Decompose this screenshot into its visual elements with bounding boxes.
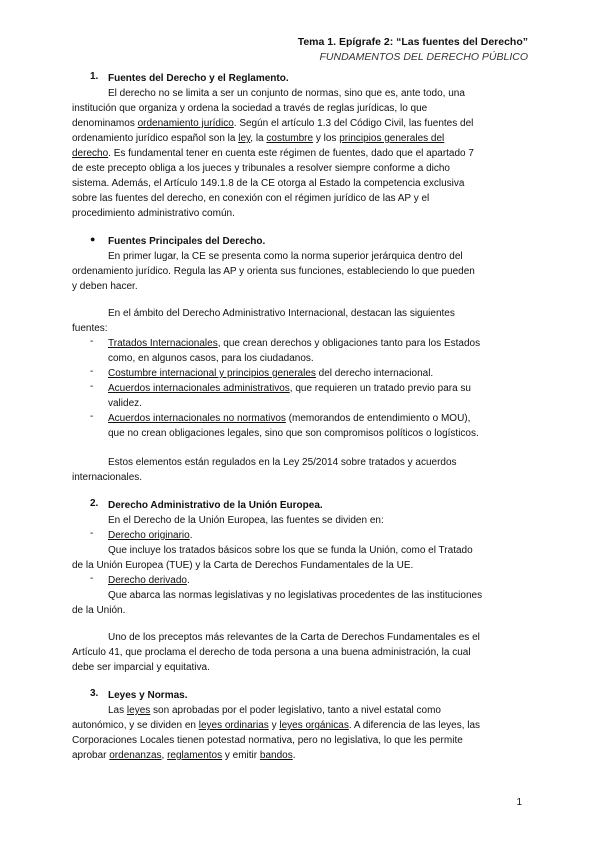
- underlined-term: Acuerdos internacionales administrativos: [108, 383, 290, 394]
- fp-line: internacionales.: [72, 472, 143, 483]
- text: son aprobadas por el poder legislativo, tanto a nivel estatal como: [150, 705, 441, 716]
- text: (memorandos de entendimiento o MOU),: [285, 413, 471, 424]
- section-2-number: 2.: [90, 498, 99, 509]
- list-dash: -: [90, 381, 94, 392]
- s3-line: [108, 703, 564, 718]
- s3-line: [72, 718, 528, 733]
- s2-line: de la Unión Europea (TUE) y la Carta de Derechos Fundamentales de la UE.: [72, 560, 414, 571]
- page-number: 1: [516, 797, 522, 808]
- s1-line: El derecho no se limita a ser un conjunto de normas, sino que es, ante todo, una: [108, 88, 465, 99]
- text: , que requieren un tratado previo para su: [289, 383, 471, 394]
- underlined-term: ordenamiento jurídico: [137, 118, 234, 129]
- text: .: [292, 750, 296, 761]
- fp-line: Estos elementos están regulados en la Ley 25/2014 sobre tratados y acuerdos: [108, 457, 457, 468]
- text: .: [186, 575, 190, 586]
- section-1-number: 1.: [90, 71, 99, 82]
- underlined-term: ordenanzas: [109, 750, 162, 761]
- s1-line: de este precepto obliga a los jueces y tribunales a resolver siempre conforme a dicho: [72, 163, 450, 174]
- text: , la: [250, 133, 267, 144]
- s2-line: debe ser imparcial y equitativa.: [72, 662, 210, 673]
- text: . Es fundamental tener en cuenta este régimen de fuentes, dado que el apartado 7: [108, 148, 474, 159]
- list-item: [108, 381, 564, 396]
- underlined-term: ley: [238, 133, 251, 144]
- s2-line: Que incluye los tratados básicos sobre los que se funda la Unión, como el Tratado: [108, 545, 473, 556]
- s1-line: institución que organiza y ordena la sociedad a través de reglas jurídicas, lo que: [72, 103, 428, 114]
- text: aprobar: [72, 750, 110, 761]
- text: Las: [108, 705, 127, 716]
- s1-line: procedimiento administrativo común.: [72, 208, 235, 219]
- list-item: [108, 573, 564, 588]
- underlined-term: derecho: [72, 148, 109, 159]
- s1-line: [72, 131, 528, 146]
- header-title: Tema 1. Epígrafe 2: “Las fuentes del Derecho”: [297, 36, 528, 48]
- s1-line: sistema. Además, el Artículo 149.1.8 de la CE otorga al Estado la competencia exclusiva: [72, 178, 465, 189]
- s2-line: En el Derecho de la Unión Europea, las fuentes se dividen en:: [108, 515, 384, 526]
- list-dash: -: [90, 336, 94, 347]
- text: y emitir: [222, 750, 260, 761]
- list-dash: -: [90, 366, 94, 377]
- text: del derecho internacional.: [315, 368, 434, 379]
- list-dash: -: [90, 411, 94, 422]
- underlined-term: reglamentos: [167, 750, 223, 761]
- s2-line: Uno de los preceptos más relevantes de la Carta de Derechos Fundamentales es el: [108, 632, 480, 643]
- list-dash: -: [90, 573, 94, 584]
- underlined-term: Derecho originario: [108, 530, 190, 541]
- fp-line: fuentes:: [72, 323, 108, 334]
- underlined-term: leyes: [126, 705, 151, 716]
- section-2-heading: Derecho Administrativo de la Unión Europea.: [108, 500, 323, 511]
- list-item: [108, 366, 564, 381]
- underlined-term: leyes ordinarias: [198, 720, 269, 731]
- fp-line: ordenamiento jurídico. Regula las AP y orienta sus funciones, estableciendo lo que pueden: [72, 266, 475, 277]
- s1-line: [72, 146, 528, 161]
- underlined-term: leyes orgánicas: [279, 720, 349, 731]
- underlined-term: principios generales del: [339, 133, 445, 144]
- s2-line: de la Unión.: [72, 605, 126, 616]
- s2-line: Artículo 41, que proclama el derecho de toda persona a una buena administración, la cual: [72, 647, 471, 658]
- text: y: [268, 720, 280, 731]
- text: y los: [313, 133, 340, 144]
- bullet-icon: ●: [90, 234, 96, 244]
- header-subtitle: FUNDAMENTOS DEL DERECHO PÚBLICO: [319, 51, 528, 63]
- subsection-heading: Fuentes Principales del Derecho.: [108, 236, 266, 247]
- underlined-term: costumbre: [266, 133, 314, 144]
- underlined-term: Derecho derivado: [108, 575, 187, 586]
- list-item: [108, 411, 564, 426]
- text: ,: [161, 750, 168, 761]
- text: . Según el artículo 1.3 del Código Civil, las fuentes del: [233, 118, 474, 129]
- text: . A diferencia de las leyes, las: [348, 720, 481, 731]
- list-item: [108, 336, 564, 351]
- text: .: [189, 530, 193, 541]
- fp-line: En primer lugar, la CE se presenta como la norma superior jerárquica dentro del: [108, 251, 463, 262]
- section-3-heading: Leyes y Normas.: [108, 690, 188, 701]
- text: autonómico, y se dividen en: [72, 720, 199, 731]
- s1-line: [72, 116, 528, 131]
- s3-line: Corporaciones Locales tienen potestad normativa, pero no legislativa, lo que les permite: [72, 735, 463, 746]
- list-item-cont: validez.: [108, 398, 142, 409]
- underlined-term: Acuerdos internacionales no normativos: [108, 413, 286, 424]
- underlined-term: Costumbre internacional y principios generales: [108, 368, 316, 379]
- underlined-term: Tratados Internacionales: [108, 338, 218, 349]
- s2-line: Que abarca las normas legislativas y no legislativas procedentes de las instituciones: [108, 590, 483, 601]
- underlined-term: bandos: [259, 750, 293, 761]
- section-3-number: 3.: [90, 688, 99, 699]
- s1-line: sobre las fuentes del derecho, en conexión con el régimen jurídico de las AP y el: [72, 193, 430, 204]
- list-item-cont: como, en algunos casos, para los ciudadanos.: [108, 353, 314, 364]
- text: denominamos: [72, 118, 138, 129]
- fp-line: En el ámbito del Derecho Administrativo Internacional, destacan las siguientes: [108, 308, 455, 319]
- text: , que crean derechos y obligaciones tanto para los Estados: [217, 338, 481, 349]
- list-item: [108, 528, 564, 543]
- list-item-cont: que no crean obligaciones legales, sino que son compromisos políticos o logísticos.: [108, 428, 479, 439]
- s3-line: [72, 748, 528, 763]
- section-1-heading: Fuentes del Derecho y el Reglamento.: [108, 73, 289, 84]
- fp-line: y deben hacer.: [72, 281, 138, 292]
- text: ordenamiento jurídico español son la: [72, 133, 239, 144]
- list-dash: -: [90, 528, 94, 539]
